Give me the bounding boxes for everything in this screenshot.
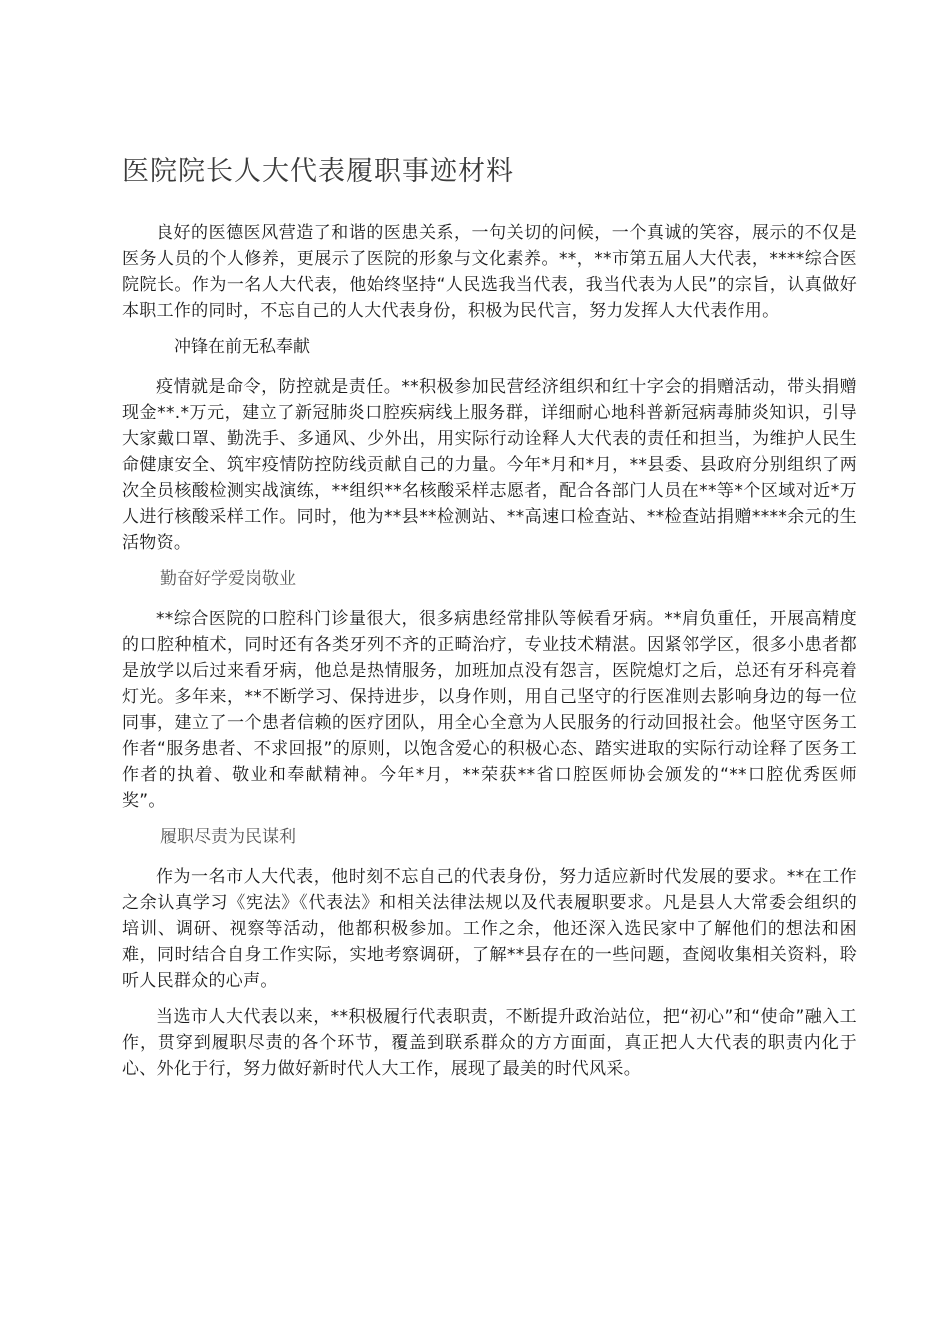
section-heading-1: 冲锋在前无私奉献 [174,337,310,357]
page-title: 医院院长人大代表履职事迹材料 [122,156,514,187]
section-heading-2: 勤奋好学爱岗敬业 [160,569,296,589]
section-3-paragraph-1: 作为一名市人大代表，他时刻不忘自己的代表身份，努力适应新时代发展的要求。**在工作之余认真学习《宪法》《代表法》和相关法律法规以及代表履职要求。凡是县人大常委会组织的培训、调研、视察等活动，他都积极参加。工作之余，他还深入选民家中了解他们的想法和困难，同时结合自身工作实际，实地考察调研，了解**县存在的一些问题，查阅收集相关资料，聆听人民群众的心声。 [122,867,857,991]
document-page [122,150,857,1092]
section-2-paragraph: **综合医院的口腔科门诊量很大，很多病患经常排队等候看牙病。**肩负重任，开展高精度的口腔种植术，同时还有各类牙列不齐的正畸治疗，专业技术精湛。因紧邻学区，很多小患者都是放学以后过来看牙病，他总是热情服务，加班加点没有怨言，医院熄灯之后，总还有牙科亮着灯光。多年来，**不断学习、保持进步，以身作则，用自己坚守的行医准则去影响身边的每一位同事，建立了一个患者信赖的医疗团队，用全心全意为人民服务的行动回报社会。他坚守医务工作者“服务患者、不求回报”的原则，以饱含爱心的积极心态、踏实进取的实际行动诠释了医务工作者的执着、敬业和奉献精神。今年*月，**荣获**省口腔医师协会颁发的“**口腔优秀医师奖”。 [122,609,857,811]
section-3-paragraph-2: 当选市人大代表以来，**积极履行代表职责，不断提升政治站位，把“初心”和“使命”融入工作，贯穿到履职尽责的各个环节，覆盖到联系群众的方方面面，真正把人大代表的职责内化于心、外化于行，努力做好新时代人大工作，展现了最美的时代风采。 [122,1007,857,1079]
intro-paragraph: 良好的医德医风营造了和谐的医患关系，一句关切的问候，一个真诚的笑容，展示的不仅是医务人员的个人修养，更展示了医院的形象与文化素养。**，**市第五届人大代表，****综合医院院长。作为一名人大代表，他始终坚持“人民选我当代表，我当代表为人民”的宗旨，认真做好本职工作的同时，不忘自己的人大代表身份，积极为民代言，努力发挥人大代表作用。 [122,223,857,321]
section-heading-3: 履职尽责为民谋利 [160,827,296,847]
section-1-paragraph: 疫情就是命令，防控就是责任。**积极参加民营经济组织和红十字会的捐赠活动，带头捐赠现金**.*万元，建立了新冠肺炎口腔疾病线上服务群，详细耐心地科普新冠病毒肺炎知识，引导大家戴口罩、勤洗手、多通风、少外出，用实际行动诠释人大代表的责任和担当，为维护人民生命健康安全、筑牢疫情防控防线贡献自己的力量。今年*月和*月，**县委、县政府分别组织了两次全员核酸检测实战演练，**组织**名核酸采样志愿者，配合各部门人员在**等*个区域对近*万人进行核酸采样工作。同时，他为**县**检测站、**高速口检查站、**检查站捐赠****余元的生活物资。 [122,377,857,553]
